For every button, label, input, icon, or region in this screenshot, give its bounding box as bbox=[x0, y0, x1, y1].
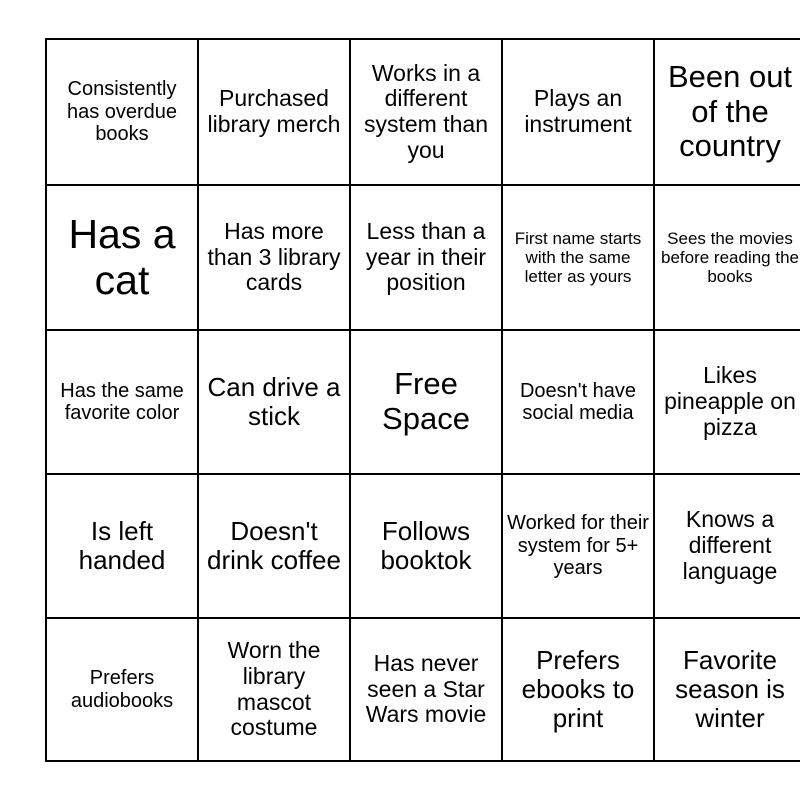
bingo-cell[interactable] bbox=[502, 39, 654, 185]
bingo-cell[interactable] bbox=[350, 39, 502, 185]
bingo-cell[interactable] bbox=[198, 39, 350, 185]
bingo-cell[interactable] bbox=[46, 330, 198, 474]
bingo-cell-label: Has never seen a Star Wars movie bbox=[365, 649, 487, 728]
bingo-cell[interactable] bbox=[502, 474, 654, 618]
bingo-cell-label: Purchased library merch bbox=[207, 85, 341, 137]
bingo-cell-label: Doesn't have social media bbox=[519, 379, 637, 424]
bingo-cell[interactable] bbox=[46, 39, 198, 185]
bingo-cell-label: Has more than 3 library cards bbox=[207, 217, 341, 296]
bingo-row bbox=[46, 618, 800, 761]
bingo-cell-label: Been out of the country bbox=[667, 58, 793, 164]
bingo-cell-label: Has the same favorite color bbox=[60, 379, 184, 424]
bingo-cell-label: Prefers ebooks to print bbox=[521, 644, 635, 734]
bingo-cell-label: Is left handed bbox=[78, 515, 166, 575]
bingo-cell[interactable] bbox=[46, 185, 198, 330]
bingo-cell[interactable] bbox=[654, 39, 800, 185]
bingo-cell-label: Worked for their system for 5+ years bbox=[507, 512, 649, 580]
bingo-cell-label: Follows booktok bbox=[380, 515, 472, 575]
bingo-cell-label: Sees the movies before reading the books bbox=[661, 228, 799, 287]
bingo-cell[interactable] bbox=[46, 474, 198, 618]
bingo-cell[interactable] bbox=[350, 474, 502, 618]
bingo-cell[interactable] bbox=[198, 474, 350, 618]
bingo-cell[interactable] bbox=[654, 618, 800, 761]
bingo-row bbox=[46, 330, 800, 474]
bingo-row bbox=[46, 185, 800, 330]
bingo-cell-label: Knows a different language bbox=[682, 506, 778, 584]
bingo-row bbox=[46, 39, 800, 185]
bingo-cell[interactable] bbox=[198, 185, 350, 330]
bingo-cell[interactable] bbox=[350, 618, 502, 761]
bingo-cell[interactable] bbox=[502, 185, 654, 330]
bingo-cell-free-space[interactable] bbox=[350, 330, 502, 474]
bingo-cell-label: Less than a year in their position bbox=[365, 217, 487, 296]
bingo-cell-label: Prefers audiobooks bbox=[70, 667, 174, 712]
bingo-cell[interactable] bbox=[654, 185, 800, 330]
bingo-cell-label: Worn the library mascot costume bbox=[227, 637, 321, 741]
bingo-cell[interactable] bbox=[46, 618, 198, 761]
bingo-cell-label: Has a cat bbox=[68, 210, 176, 303]
bingo-cell-label: Free Space bbox=[382, 366, 470, 436]
bingo-row bbox=[46, 474, 800, 618]
bingo-cell-label: Consistently has overdue books bbox=[66, 78, 178, 146]
bingo-cell-label: Works in a different system than you bbox=[364, 59, 488, 163]
bingo-cell[interactable] bbox=[502, 330, 654, 474]
bingo-cell[interactable] bbox=[350, 185, 502, 330]
bingo-card bbox=[45, 38, 800, 762]
bingo-cell[interactable] bbox=[198, 618, 350, 761]
bingo-cell[interactable] bbox=[654, 330, 800, 474]
bingo-cell-label: Doesn't drink coffee bbox=[207, 515, 341, 575]
bingo-cell[interactable] bbox=[654, 474, 800, 618]
bingo-cell[interactable] bbox=[198, 330, 350, 474]
bingo-cell[interactable] bbox=[502, 618, 654, 761]
bingo-cell-label: Plays an instrument bbox=[524, 85, 632, 137]
bingo-cell-label: Can drive a stick bbox=[207, 371, 341, 431]
bingo-cell-label: First name starts with the same letter as yours bbox=[514, 228, 642, 287]
bingo-cell-label: Favorite season is winter bbox=[675, 644, 785, 734]
bingo-cell-label: Likes pineapple on pizza bbox=[664, 362, 796, 440]
